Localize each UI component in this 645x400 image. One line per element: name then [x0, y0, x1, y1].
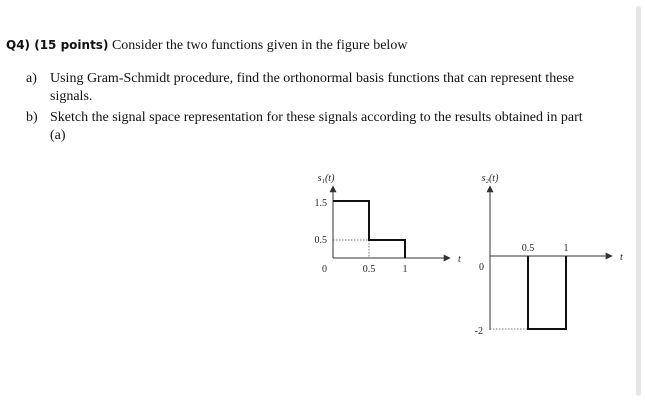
s2-y-label: s₂(t) — [481, 173, 499, 184]
question-id: Q4) (15 points) — [6, 38, 109, 52]
s1-plot — [315, 173, 462, 275]
s2-xtick-0: 0 — [479, 262, 484, 273]
s1-xtick-0: 0 — [322, 264, 327, 275]
scrollbar[interactable] — [636, 6, 641, 396]
s2-xtick-0.5: 0.5 — [521, 243, 535, 254]
part-b-text: Sketch the signal space representation for these signals according to the results obtained in part (a) — [50, 110, 583, 143]
s1-xtick-0.5: 0.5 — [362, 264, 376, 275]
part-a-label: a) — [26, 71, 37, 86]
question-text: Consider the two functions given in the figure below — [111, 38, 408, 53]
s2-x-label: t — [620, 252, 623, 263]
part-b-label: b) — [26, 110, 38, 125]
s1-xtick-1: 1 — [402, 264, 408, 275]
s2-xtick-1: 1 — [563, 243, 569, 254]
s1-y-label: s₁(t) — [317, 173, 335, 184]
s2-waveform — [528, 256, 566, 329]
s2-plot — [475, 173, 623, 337]
s1-x-label: t — [458, 254, 461, 265]
s1-ytick-1.5: 1.5 — [314, 198, 327, 209]
s2-ytick-neg2: -2 — [474, 326, 483, 337]
part-a-text: Using Gram-Schmidt procedure, find the orthonormal basis functions that can represent these signals. — [50, 71, 575, 104]
s1-ytick-0.5: 0.5 — [314, 235, 327, 246]
